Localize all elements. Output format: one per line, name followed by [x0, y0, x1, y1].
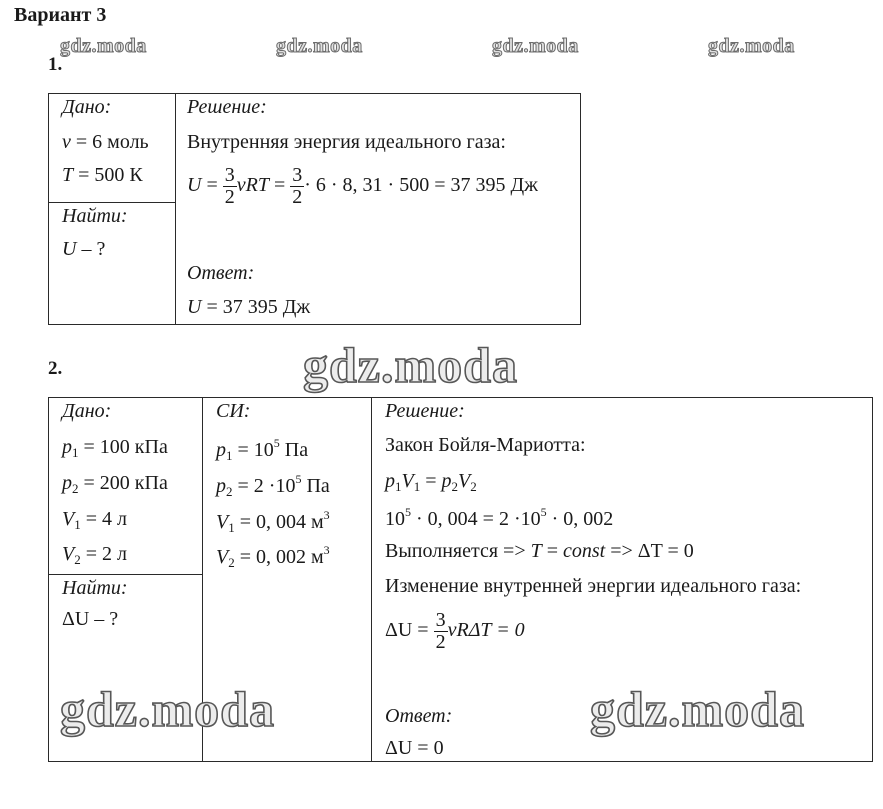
divider — [371, 397, 372, 762]
given-label: Дано: — [62, 96, 112, 118]
law-text: Закон Бойля-Мариотта: — [385, 434, 586, 456]
answer-label: Ответ: — [187, 262, 255, 284]
given-p1: $p_1 = 100$ кПа — [62, 436, 168, 460]
watermark: gdz.moda — [60, 681, 275, 737]
si-v2: $V_2 = 0$, 002 $м^3$ — [216, 543, 330, 570]
given-nu: ν = 6 моль — [62, 131, 149, 153]
si-v1: $V_1 = 0$, 004 $м^3$ — [216, 508, 330, 535]
problem-2-number: 2. — [48, 358, 63, 379]
solution-text: Внутренняя энергия идеального газа: — [187, 131, 506, 153]
boyle-equation: $p_1V_1 = p_2V_2$ — [385, 470, 477, 494]
given-label: Дано: — [62, 400, 112, 422]
divider — [175, 93, 176, 325]
watermark: gdz.moda — [60, 35, 147, 57]
solution-label: Решение: — [385, 400, 465, 422]
change-text: Изменение внутренней энергии идеального газа: — [385, 575, 802, 597]
divider — [48, 202, 176, 203]
solution-label: Решение: — [187, 96, 267, 118]
watermark: gdz.moda — [276, 35, 363, 57]
find-label: Найти: — [62, 205, 128, 227]
divider — [48, 574, 203, 575]
problem-1-number: 1. — [48, 54, 63, 75]
numeric-equation: $10^5 \cdot 0$, $004 = 2 \cdot 10^5 \cdot 0$, 002 — [385, 505, 614, 530]
find-label: Найти: — [62, 577, 128, 599]
find-item: ΔU – ? — [62, 608, 119, 630]
si-p1: $p_1 = 10^5$ Па — [216, 436, 309, 463]
watermark: gdz.moda — [303, 337, 518, 393]
si-label: СИ: — [216, 400, 251, 422]
given-v2: $V_2 = 2$ л — [62, 543, 127, 567]
given-v1: $V_1 = 4$ л — [62, 508, 127, 532]
answer-label: Ответ: — [385, 705, 453, 727]
watermark: gdz.moda — [590, 681, 805, 737]
holds-text: Выполняется => T = const => ΔT = 0 — [385, 540, 694, 562]
answer-value: ΔU = 0 — [385, 737, 444, 759]
problem-1-table — [48, 93, 581, 325]
given-T: T = 500 К — [62, 164, 143, 186]
answer-value: U = 37 395 Дж — [187, 296, 311, 318]
watermark: gdz.moda — [492, 35, 579, 57]
energy-formula: U = $\frac{3}{2}$ νRT = $\frac{3}{2}$ · 6 · 8, 31 · 500 = 37 395 Дж — [187, 164, 538, 208]
si-p2: $p_2 = 2 \cdot 10^5$ Па — [216, 472, 330, 499]
find-item: U – ? — [62, 238, 106, 260]
page-title: Вариант 3 — [14, 4, 107, 26]
watermark: gdz.moda — [708, 35, 795, 57]
given-p2: $p_2 = 200$ кПа — [62, 472, 168, 496]
dU-formula: ΔU = $\frac{3}{2}$ νRΔT = 0 — [385, 609, 525, 653]
